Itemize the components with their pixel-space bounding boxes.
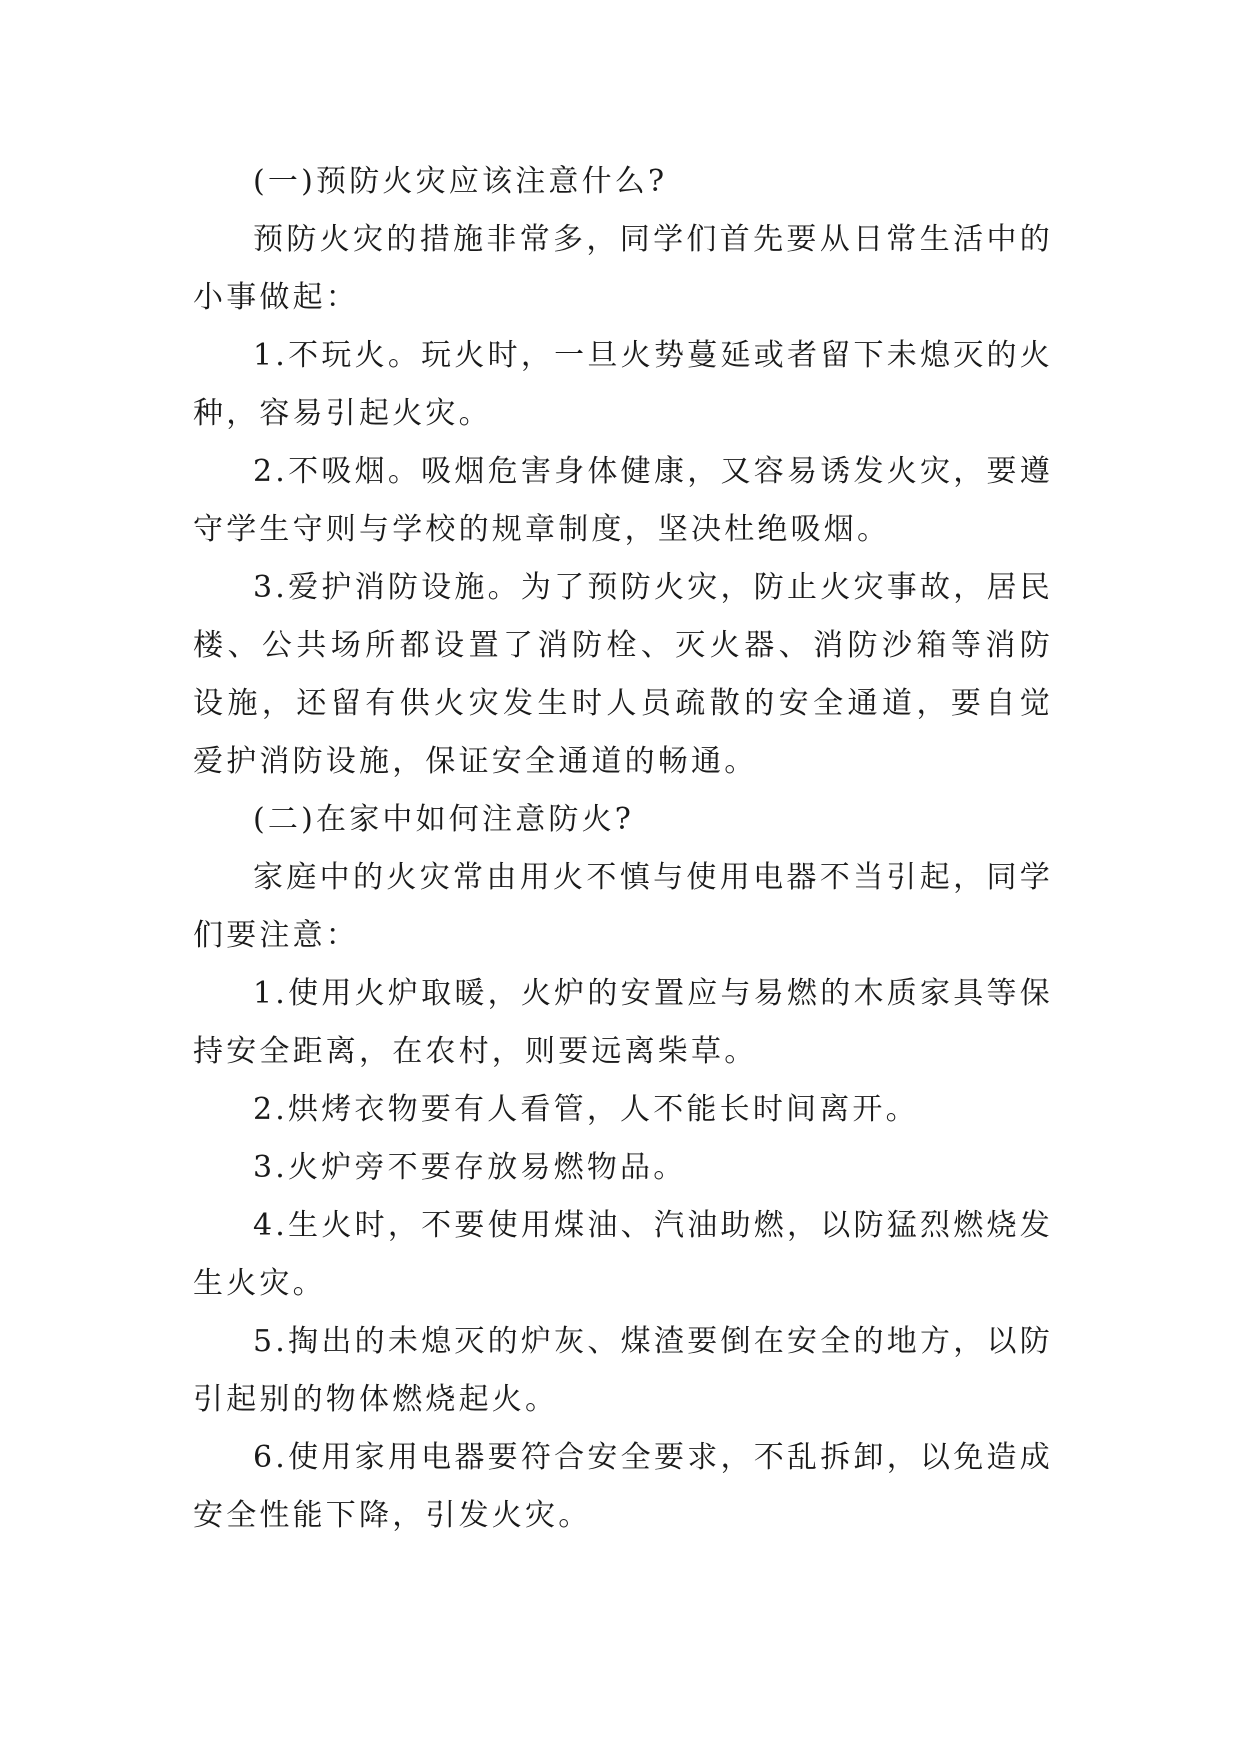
paragraph-intro-prevention: 预防火灾的措施非常多，同学们首先要从日常生活中的小事做起： xyxy=(193,222,1053,315)
list-item-no-playing-fire: 1.不玩火。玩火时，一旦火势蔓延或者留下未熄灭的火种，容易引起火灾。 xyxy=(193,338,1053,431)
list-item-appliances: 6.使用家用电器要符合安全要求，不乱拆卸，以免造成安全性能下降，引发火灾。 xyxy=(193,1440,1053,1533)
paragraph-intro-home: 家庭中的火灾常由用火不慎与使用电器不当引起，同学们要注意： xyxy=(193,860,1053,953)
list-item-ashes: 5.掏出的未熄灭的炉灰、煤渣要倒在安全的地方，以防引起别的物体燃烧起火。 xyxy=(193,1324,1053,1417)
list-item-no-smoking: 2.不吸烟。吸烟危害身体健康，又容易诱发火灾，要遵守学生守则与学校的规章制度，坚决杜绝吸烟。 xyxy=(193,454,1053,547)
list-item-no-flammables: 3.火炉旁不要存放易燃物品。 xyxy=(253,1150,687,1185)
document-body xyxy=(193,153,1053,1545)
list-item-no-kerosene: 4.生火时，不要使用煤油、汽油助燃，以防猛烈燃烧发生火灾。 xyxy=(193,1208,1053,1301)
section-heading-prevention: (一)预防火灾应该注意什么? xyxy=(253,164,668,199)
list-item-protect-facilities: 3.爱护消防设施。为了预防火灾，防止火灾事故，居民楼、公共场所都设置了消防栓、灭火器、消防沙箱等消防设施，还留有供火灾发生时人员疏散的安全通道，要自觉爱护消防设施，保证安全通道的畅通。 xyxy=(193,570,1053,779)
list-item-drying-clothes: 2.烘烤衣物要有人看管，人不能长时间离开。 xyxy=(253,1092,919,1127)
section-heading-home-fire: (二)在家中如何注意防火? xyxy=(253,802,635,837)
list-item-stove-distance: 1.使用火炉取暖，火炉的安置应与易燃的木质家具等保持安全距离，在农村，则要远离柴草。 xyxy=(193,976,1053,1069)
